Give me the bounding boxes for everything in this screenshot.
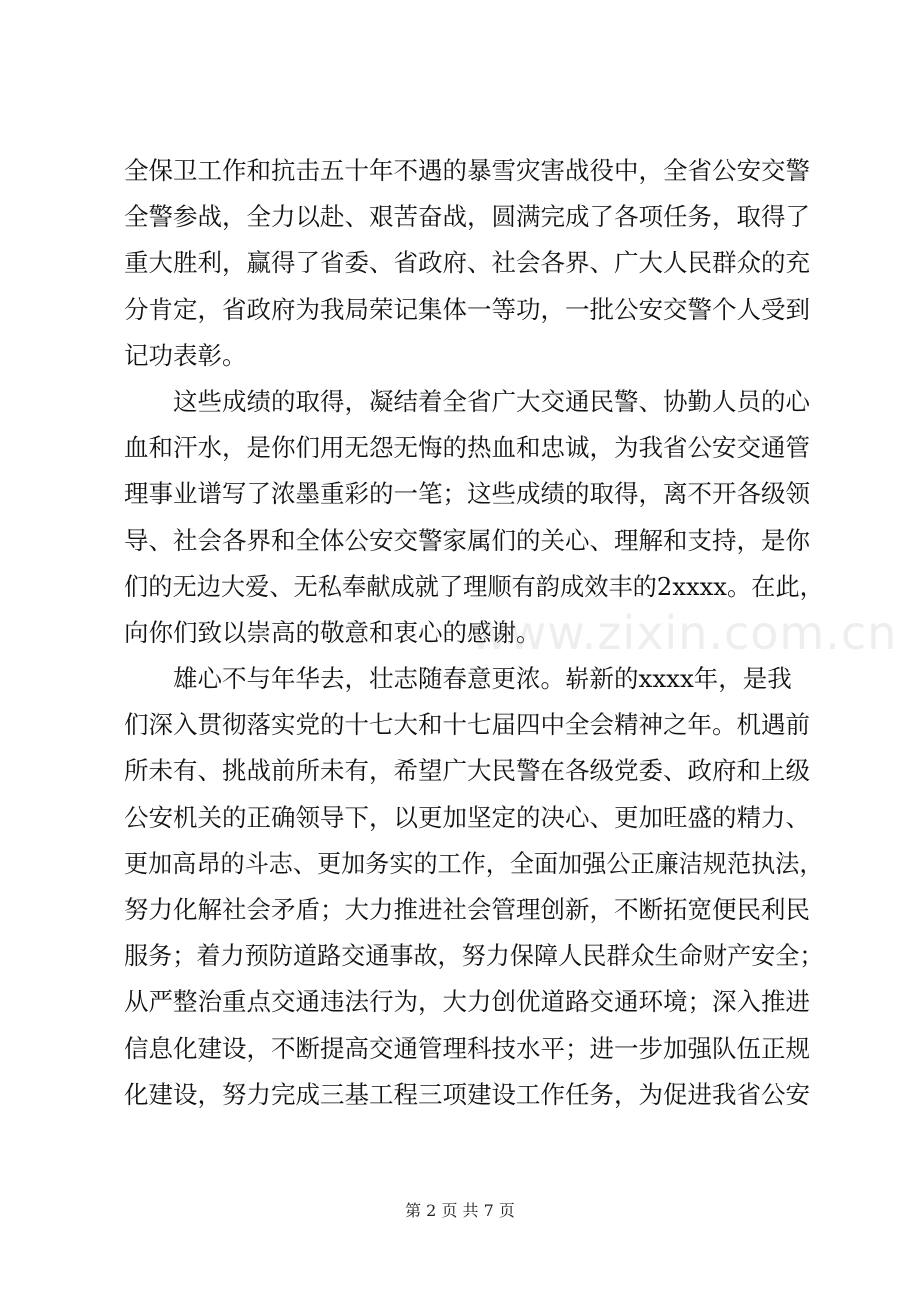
text-line: 理事业谱写了浓墨重彩的一笔；这些成绩的取得，离不开各级领 (124, 479, 810, 509)
text-line: 导、社会各界和全体公安交警家属们的关心、理解和支持，是你 (124, 525, 810, 555)
text-line: 全保卫工作和抗击五十年不遇的暴雪灾害战役中，全省公安交警 (124, 156, 810, 185)
text-line: 努力化解社会矛盾；大力推进社会管理创新，不断拓宽便民利民 (124, 895, 810, 924)
text-line: 所未有、挑战前所未有，希望广大民警在各级党委、政府和上级 (124, 756, 810, 786)
text-line: 们的无边大爱、无私奉献成就了理顺有韵成效丰的2xxxx。在此， (124, 571, 824, 601)
text-line: 们深入贯彻落实党的十七大和十七届四中全会精神之年。机遇前 (124, 710, 810, 740)
text-line: 更加高昂的斗志、更加务实的工作，全面加强公正廉洁规范执法， (124, 848, 824, 878)
text-line: 公安机关的正确领导下，以更加坚定的决心、更加旺盛的精力、 (124, 802, 810, 832)
text-line: 雄心不与年华去，壮志随春意更浓。崭新的xxxx年，是我 (124, 664, 792, 694)
text-line: 血和汗水，是你们用无怨无悔的热血和忠诚，为我省公安交通管 (124, 433, 810, 463)
text-line: 信息化建设，不断提高交通管理科技水平；进一步加强队伍正规 (124, 1033, 810, 1063)
text-line: 分肯定，省政府为我局荣记集体一等功，一批公安交警个人受到 (124, 294, 810, 324)
text-line: 记功表彰。 (124, 340, 247, 370)
text-line: 重大胜利，赢得了省委、省政府、社会各界、广大人民群众的充 (124, 248, 810, 278)
text-line: 全警参战，全力以赴、艰苦奋战，圆满完成了各项任务，取得了 (124, 202, 810, 232)
text-line: 从严整治重点交通违法行为，大力创优道路交通环境；深入推进 (124, 987, 810, 1017)
watermark: www.zixin.com.cn (470, 606, 898, 660)
text-line: 这些成绩的取得，凝结着全省广大交通民警、协勤人员的心 (124, 386, 810, 416)
text-line: 化建设，努力完成三基工程三项建设工作任务，为促进我省公安 (124, 1079, 810, 1109)
text-line: 向你们致以崇高的敬意和衷心的感谢。 (124, 617, 541, 647)
page-number-footer: 第 2 页 共 7 页 (405, 1201, 515, 1220)
text-line: 服务；着力预防道路交通事故，努力保障人民群众生命财产安全； (124, 941, 824, 971)
